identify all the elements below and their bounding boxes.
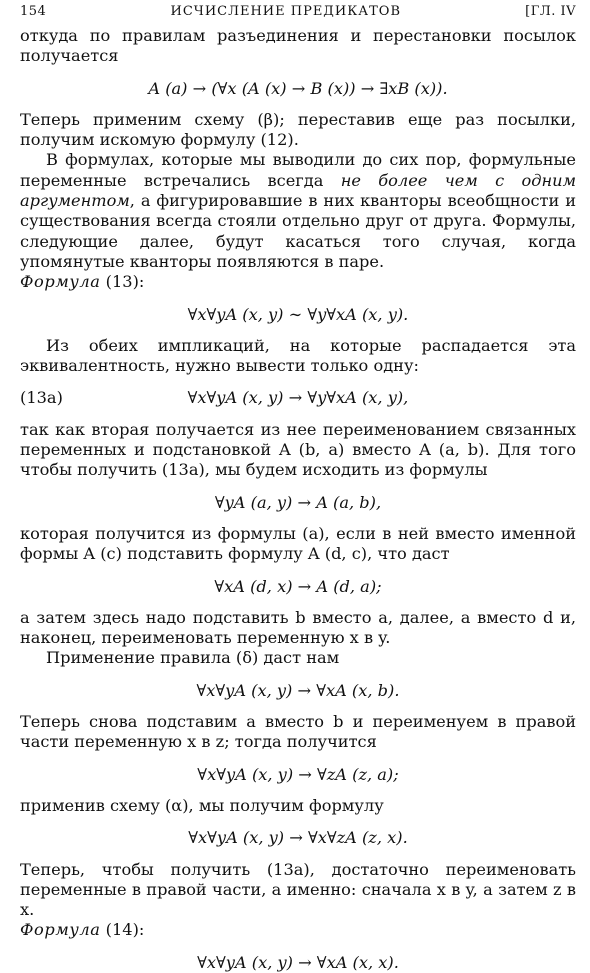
formula: ∀xA (d, x) → A (d, a); (214, 576, 382, 596)
paragraph (20, 150, 576, 272)
formula: A (a) → (∀x (A (x) → B (x)) → ∃xB (x)). (148, 78, 448, 98)
formula-number: (14): (100, 920, 145, 940)
paragraph: применив схему (α), мы получим формулу (20, 795, 384, 815)
formula: ∀x∀yA (x, y) → ∀y∀xA (x, y), (187, 388, 409, 408)
paragraph: Из обеих импликаций, на которые распадается эта эквивалентность, нужно вывести только одну: (20, 335, 576, 376)
page-number: 154 (20, 4, 47, 19)
paragraph: так как вторая получается из нее переименованием связанных переменных и подстановкой A (b, a) вместо A (a, b). Для того чтобы получить (13a), мы будем исходить из формулы (20, 419, 576, 480)
numbered-formula (20, 388, 576, 408)
paragraph: Теперь, чтобы получить (13a), достаточно переименовать переменные в правой части, а именно: сначала x в y, а затем z в x. (20, 859, 576, 920)
running-header (20, 4, 576, 26)
paragraph: а затем здесь надо подставить b вместо a, далее, a вместо d и, наконец, переименовать переменную x в y. (20, 607, 576, 648)
text-span: , а фигурировавшие в них кванторы всеобщности и существования всегда стояли отдельно друг от друга. Формулы, следующие далее, будут касаться того случая, когда упомянутые кванторы появляются в паре. (20, 191, 576, 271)
formula: ∀x∀yA (x, y) → ∀xA (x, b). (196, 680, 400, 700)
formula-number: (13): (100, 272, 145, 292)
paragraph: Теперь применим схему (β); переставив еще раз посылки, получим искомую формулу (12). (20, 109, 576, 150)
page-body (20, 26, 576, 973)
formula: ∀x∀yA (x, y) ∼ ∀y∀xA (x, y). (187, 304, 409, 324)
formula-label: Формула (20, 272, 101, 292)
emphasis: не более чем с одним аргументом (20, 170, 576, 211)
paragraph: Применение правила (δ) даст нам (46, 648, 340, 668)
running-title: ИСЧИСЛЕНИЕ ПРЕДИКАТОВ (170, 4, 402, 19)
formula: ∀yA (a, y) → A (a, b), (214, 492, 382, 512)
formula-label: Формула (20, 920, 101, 940)
formula-heading (20, 272, 576, 292)
formula: ∀x∀yA (x, y) → ∀x∀zA (z, x). (188, 828, 408, 848)
formula: ∀x∀yA (x, y) → ∀zA (z, a); (197, 764, 399, 784)
formula: ∀x∀yA (x, y) → ∀xA (x, x). (197, 952, 399, 972)
chapter-marker: [ГЛ. IV (525, 4, 576, 19)
formula-heading (20, 920, 576, 940)
paragraph: Теперь снова подставим a вместо b и переименуем в правой части переменную x в z; тогда получится (20, 712, 576, 752)
formula-tag: (13a) (20, 388, 63, 408)
paragraph: которая получится из формулы (a), если в ней вместо именной формы A (c) подставить формулу A (d, c), что даст (20, 523, 576, 564)
text-span: В формулах, которые мы выводили до сих пор, формульные переменные встречались всегда (20, 150, 576, 190)
paragraph: откуда по правилам разъединения и перестановки посылок получается (20, 26, 576, 66)
